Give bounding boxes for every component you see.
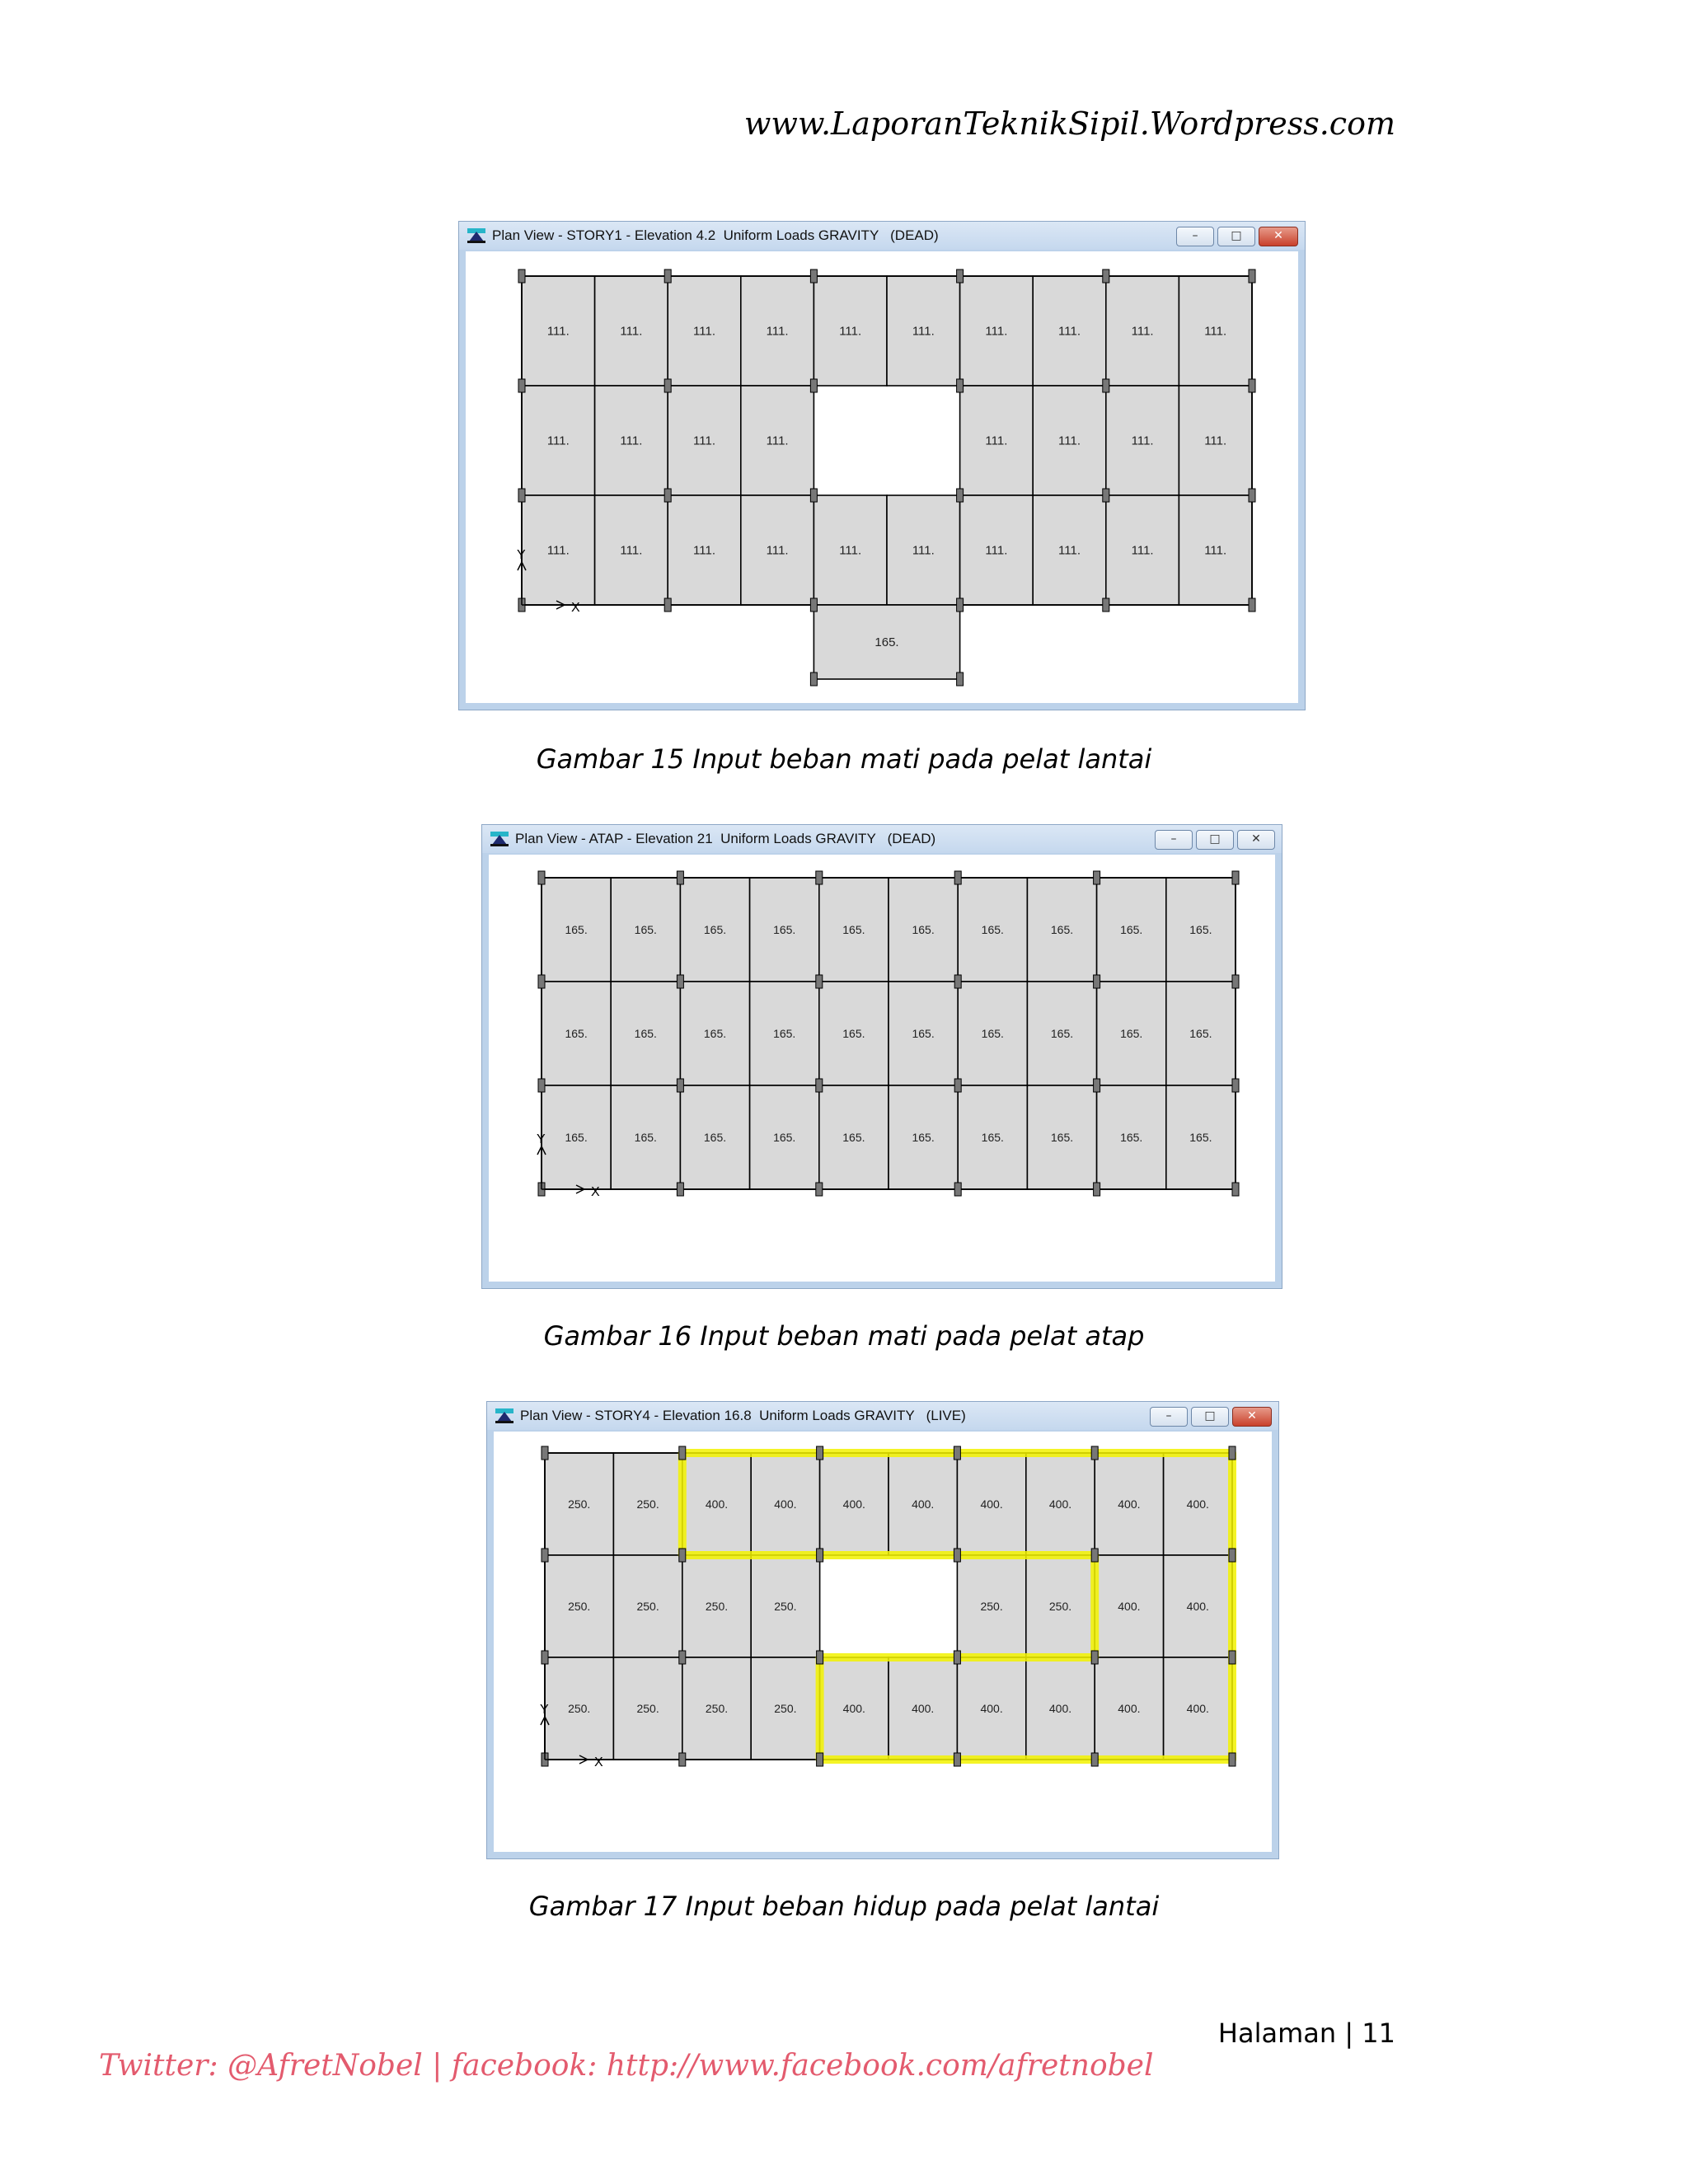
slab-load-value: 165. bbox=[565, 1131, 588, 1144]
plan-view-canvas[interactable] bbox=[494, 1432, 1272, 1852]
column-marker bbox=[816, 975, 823, 988]
slab-load-value: 250. bbox=[636, 1600, 659, 1613]
slab-load-value: 165. bbox=[912, 1027, 935, 1040]
column-marker bbox=[542, 1651, 548, 1664]
slab-load-value: 111. bbox=[1131, 543, 1154, 558]
slab-load-value: 111. bbox=[839, 324, 862, 339]
column-marker bbox=[1091, 1753, 1098, 1766]
column-marker bbox=[1091, 1549, 1098, 1562]
minimize-button[interactable]: – bbox=[1176, 227, 1214, 246]
column-marker bbox=[954, 1753, 960, 1766]
column-marker bbox=[677, 1183, 683, 1196]
slab-load-value: 165. bbox=[981, 923, 1004, 936]
slab-load-value: 165. bbox=[773, 1131, 796, 1144]
column-marker bbox=[679, 1446, 686, 1460]
slab-load-value: 400. bbox=[980, 1497, 1003, 1511]
column-marker bbox=[677, 975, 683, 988]
slab-load-value: 165. bbox=[1050, 1027, 1074, 1040]
column-marker bbox=[954, 1079, 961, 1092]
column-marker bbox=[1229, 1446, 1236, 1460]
column-marker bbox=[542, 1446, 548, 1460]
column-marker bbox=[1249, 269, 1255, 283]
x-axis-label: X bbox=[571, 601, 580, 615]
column-marker bbox=[954, 871, 961, 884]
column-marker bbox=[1229, 1651, 1236, 1664]
column-marker bbox=[1094, 1079, 1100, 1092]
slab-load-value: 165. bbox=[634, 923, 657, 936]
column-marker bbox=[1229, 1753, 1236, 1766]
window-title: Plan View - STORY4 - Elevation 16.8 Uniform Loads GRAVITY (LIVE) bbox=[520, 1408, 966, 1423]
column-marker bbox=[1091, 1651, 1098, 1664]
column-marker bbox=[954, 1549, 960, 1562]
column-marker bbox=[677, 871, 683, 884]
column-marker bbox=[679, 1549, 686, 1562]
column-marker bbox=[1232, 975, 1239, 988]
footer-social-links: Twitter: @AfretNobel | facebook: http://www.facebook.com/afretnobel bbox=[99, 2049, 1154, 2083]
slab-load-value: 111. bbox=[546, 543, 570, 558]
slab-load-value: 111. bbox=[693, 324, 715, 339]
column-marker bbox=[954, 1183, 961, 1196]
column-marker bbox=[518, 269, 525, 283]
slab-load-value: 165. bbox=[912, 1131, 935, 1144]
column-marker bbox=[1094, 871, 1100, 884]
slab-load-value: 111. bbox=[1058, 434, 1081, 448]
column-marker bbox=[1249, 598, 1255, 612]
app-window bbox=[481, 824, 1282, 1289]
column-marker bbox=[1232, 1183, 1239, 1196]
column-marker bbox=[1094, 975, 1100, 988]
figure-15-window bbox=[458, 221, 1306, 710]
slab-load-value: 111. bbox=[1204, 324, 1227, 339]
window-titlebar bbox=[482, 825, 1282, 853]
close-button[interactable]: ✕ bbox=[1237, 830, 1275, 850]
slab-load-value: 400. bbox=[705, 1497, 729, 1511]
slab-load-value: 111. bbox=[839, 543, 862, 558]
slab-load-value: 165. bbox=[842, 1027, 865, 1040]
column-marker bbox=[664, 489, 671, 502]
slab-load-value: 165. bbox=[842, 1131, 865, 1144]
column-marker bbox=[664, 598, 671, 612]
window-title: Plan View - ATAP - Elevation 21 Uniform Loads GRAVITY (DEAD) bbox=[515, 831, 936, 846]
slab-load-value: 111. bbox=[620, 434, 643, 448]
y-axis-label: Y bbox=[517, 548, 526, 562]
slab-load-value: 165. bbox=[634, 1131, 657, 1144]
slab-load-value: 165. bbox=[1120, 923, 1143, 936]
slab-load-value: 165. bbox=[1120, 1027, 1143, 1040]
column-marker bbox=[1232, 871, 1239, 884]
page-number: Halaman | 11 bbox=[1217, 2018, 1395, 2049]
slab-load-value: 250. bbox=[705, 1600, 729, 1613]
figure-17-window bbox=[486, 1401, 1279, 1859]
y-axis-label: Y bbox=[537, 1132, 546, 1146]
slab-load-value: 250. bbox=[636, 1497, 659, 1511]
header-url: www.LaporanTeknikSipil.Wordpress.com bbox=[743, 105, 1395, 142]
slab-load-value: 165. bbox=[981, 1131, 1004, 1144]
column-marker bbox=[518, 489, 525, 502]
slab-load-value: 111. bbox=[1058, 324, 1081, 339]
column-marker bbox=[538, 975, 545, 988]
close-button[interactable]: ✕ bbox=[1259, 227, 1298, 246]
slab-load-value: 111. bbox=[912, 324, 935, 339]
slab-load-value: 400. bbox=[1186, 1497, 1209, 1511]
slab-load-value: 400. bbox=[842, 1497, 865, 1511]
figure-15-caption: Gambar 15 Input beban mati pada pelat lantai bbox=[536, 743, 1152, 775]
column-marker bbox=[817, 1549, 823, 1562]
plan-view-drawing bbox=[494, 1432, 1273, 1854]
column-marker bbox=[664, 379, 671, 392]
slab-load-value: 400. bbox=[774, 1497, 797, 1511]
app-window bbox=[458, 221, 1306, 710]
slab-load-value: 250. bbox=[705, 1702, 729, 1715]
plan-view-canvas[interactable] bbox=[466, 251, 1298, 703]
slab-load-value: 165. bbox=[565, 1027, 588, 1040]
slab-load-value: 400. bbox=[1186, 1702, 1209, 1715]
column-marker bbox=[954, 975, 961, 988]
column-marker bbox=[957, 379, 964, 392]
maximize-button[interactable]: □ bbox=[1191, 1407, 1229, 1427]
window-titlebar bbox=[487, 1402, 1278, 1430]
window-title: Plan View - STORY1 - Elevation 4.2 Uniform Loads GRAVITY (DEAD) bbox=[492, 227, 939, 243]
column-marker bbox=[817, 1651, 823, 1664]
column-marker bbox=[542, 1549, 548, 1562]
column-marker bbox=[677, 1079, 683, 1092]
plan-view-canvas[interactable] bbox=[489, 855, 1275, 1282]
slab-load-value: 400. bbox=[842, 1702, 865, 1715]
slab-load-value: 165. bbox=[842, 923, 865, 936]
slab-load-value: 111. bbox=[766, 543, 789, 558]
column-marker bbox=[518, 379, 525, 392]
slab-load-value: 111. bbox=[693, 543, 715, 558]
plan-view-drawing bbox=[489, 855, 1277, 1283]
column-marker bbox=[538, 871, 545, 884]
slab-load-value: 400. bbox=[1118, 1702, 1141, 1715]
slab-load-value: 165. bbox=[912, 923, 935, 936]
close-button[interactable]: ✕ bbox=[1232, 1407, 1272, 1427]
slab-load-value: 111. bbox=[1204, 543, 1227, 558]
figure-17-caption: Gambar 17 Input beban hidup pada pelat lantai bbox=[528, 1891, 1160, 1922]
slab-load-value: 165. bbox=[703, 1027, 727, 1040]
column-marker bbox=[810, 379, 817, 392]
slab-load-value: 250. bbox=[1048, 1600, 1072, 1613]
slab-load-value: 165. bbox=[981, 1027, 1004, 1040]
slab-load-value: 165. bbox=[773, 1027, 796, 1040]
slab-load-value: 165. bbox=[1189, 923, 1212, 936]
slab-load-value: 250. bbox=[568, 1702, 591, 1715]
column-marker bbox=[1094, 1183, 1100, 1196]
column-marker bbox=[664, 269, 671, 283]
window-titlebar bbox=[459, 222, 1305, 250]
slab-load-value: 250. bbox=[980, 1600, 1003, 1613]
slab-load-value: 111. bbox=[985, 434, 1008, 448]
slab-load-value: 165. bbox=[1120, 1131, 1143, 1144]
slab-load-value: 111. bbox=[1058, 543, 1081, 558]
slab-load-value: 111. bbox=[985, 324, 1008, 339]
plan-view-drawing bbox=[466, 251, 1300, 705]
column-marker bbox=[1249, 489, 1255, 502]
figure-16-window bbox=[481, 824, 1282, 1289]
column-marker bbox=[957, 269, 964, 283]
column-marker bbox=[1103, 269, 1109, 283]
slab-load-value: 111. bbox=[766, 324, 789, 339]
slab-load-value: 400. bbox=[912, 1702, 935, 1715]
x-axis-label: X bbox=[591, 1185, 600, 1199]
column-marker bbox=[816, 1183, 823, 1196]
slab-load-value: 165. bbox=[1050, 923, 1074, 936]
column-marker bbox=[1103, 598, 1109, 612]
figure-16-caption: Gambar 16 Input beban mati pada pelat atap bbox=[543, 1320, 1145, 1352]
column-marker bbox=[817, 1753, 823, 1766]
column-marker bbox=[1103, 489, 1109, 502]
slab-load-value: 400. bbox=[1118, 1600, 1141, 1613]
column-marker bbox=[1091, 1446, 1098, 1460]
slab-load-value: 165. bbox=[874, 635, 899, 649]
slab-load-value: 400. bbox=[1048, 1497, 1072, 1511]
app-window bbox=[486, 1401, 1279, 1859]
column-marker bbox=[810, 673, 817, 686]
column-marker bbox=[817, 1446, 823, 1460]
slab-load-value: 111. bbox=[985, 543, 1008, 558]
maximize-button[interactable]: □ bbox=[1217, 227, 1255, 246]
column-marker bbox=[1249, 379, 1255, 392]
slab-load-value: 165. bbox=[1189, 1027, 1212, 1040]
column-marker bbox=[816, 1079, 823, 1092]
slab-load-value: 400. bbox=[912, 1497, 935, 1511]
column-marker bbox=[1229, 1549, 1236, 1562]
column-marker bbox=[957, 598, 964, 612]
slab-load-value: 165. bbox=[703, 923, 727, 936]
column-marker bbox=[957, 489, 964, 502]
slab-load-value: 111. bbox=[620, 324, 643, 339]
maximize-button[interactable]: □ bbox=[1196, 830, 1234, 850]
slab-load-value: 400. bbox=[980, 1702, 1003, 1715]
column-marker bbox=[1103, 379, 1109, 392]
column-marker bbox=[954, 1651, 960, 1664]
slab-load-value: 400. bbox=[1118, 1497, 1141, 1511]
column-marker bbox=[679, 1651, 686, 1664]
slab-load-value: 400. bbox=[1048, 1702, 1072, 1715]
slab-load-value: 250. bbox=[774, 1600, 797, 1613]
column-marker bbox=[810, 598, 817, 612]
x-axis-label: X bbox=[594, 1755, 603, 1769]
slab-load-value: 111. bbox=[693, 434, 715, 448]
etabs-app-icon bbox=[495, 1408, 513, 1423]
y-axis-label: Y bbox=[540, 1703, 549, 1717]
etabs-app-icon bbox=[490, 832, 509, 846]
slab-load-value: 111. bbox=[912, 543, 935, 558]
column-marker bbox=[957, 673, 964, 686]
etabs-app-icon bbox=[467, 228, 485, 243]
slab-load-value: 111. bbox=[766, 434, 789, 448]
column-marker bbox=[679, 1753, 686, 1766]
minimize-button[interactable]: – bbox=[1155, 830, 1193, 850]
slab-load-value: 250. bbox=[568, 1600, 591, 1613]
slab-load-value: 111. bbox=[1131, 434, 1154, 448]
column-marker bbox=[810, 489, 817, 502]
slab-load-value: 250. bbox=[774, 1702, 797, 1715]
column-marker bbox=[816, 871, 823, 884]
column-marker bbox=[954, 1446, 960, 1460]
slab-load-value: 165. bbox=[1189, 1131, 1212, 1144]
slab-load-value: 111. bbox=[546, 324, 570, 339]
slab-load-value: 111. bbox=[620, 543, 643, 558]
column-marker bbox=[810, 269, 817, 283]
column-marker bbox=[538, 1079, 545, 1092]
slab-load-value: 111. bbox=[1204, 434, 1227, 448]
slab-load-value: 400. bbox=[1186, 1600, 1209, 1613]
slab-load-value: 250. bbox=[636, 1702, 659, 1715]
slab-load-value: 111. bbox=[1131, 324, 1154, 339]
minimize-button[interactable]: – bbox=[1150, 1407, 1188, 1427]
slab-load-value: 165. bbox=[565, 923, 588, 936]
slab-load-value: 165. bbox=[634, 1027, 657, 1040]
slab-load-value: 165. bbox=[773, 923, 796, 936]
slab-load-value: 165. bbox=[1050, 1131, 1074, 1144]
slab-load-value: 111. bbox=[546, 434, 570, 448]
column-marker bbox=[1232, 1079, 1239, 1092]
slab-load-value: 165. bbox=[703, 1131, 727, 1144]
slab-load-value: 250. bbox=[568, 1497, 591, 1511]
